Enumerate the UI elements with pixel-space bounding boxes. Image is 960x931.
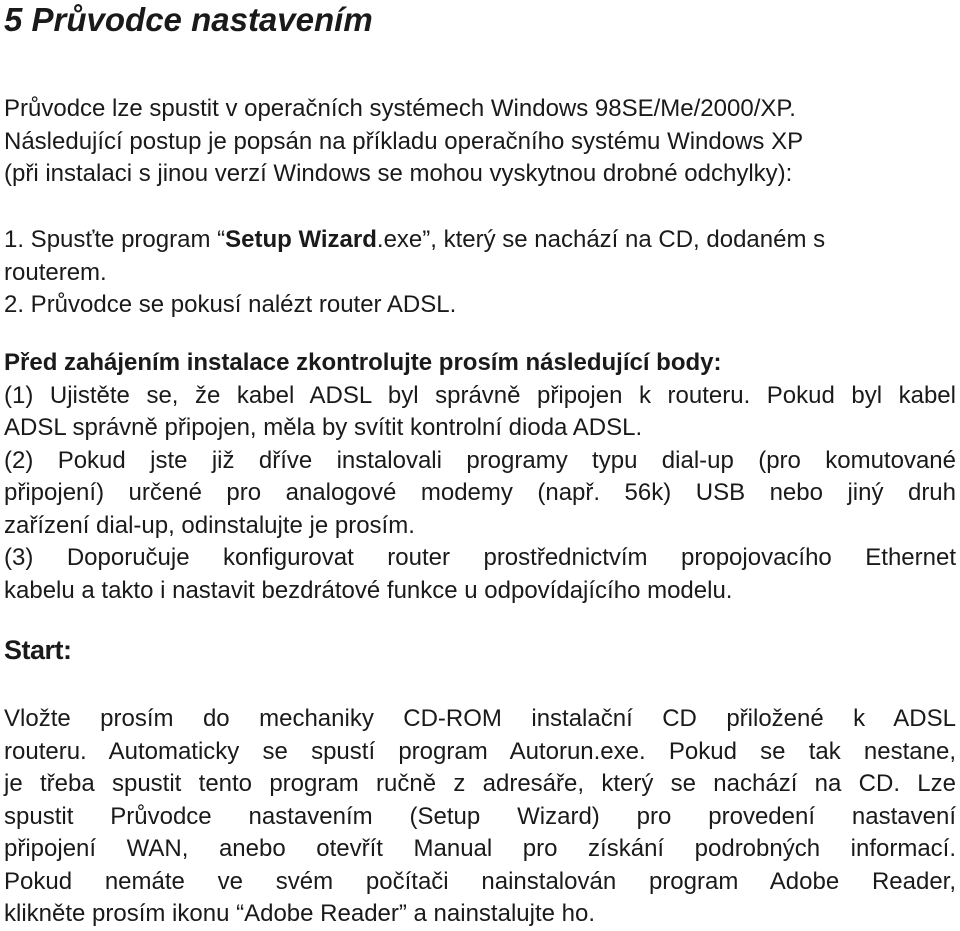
step-1-prefix: 1. Spusťte program “	[4, 226, 226, 253]
start-line: routeru. Automaticky se spustí program Autorun.exe. Pokud se tak nestane,	[4, 737, 956, 765]
step-1-program-name: Setup Wizard	[225, 226, 377, 253]
start-line: klikněte prosím ikonu “Adobe Reader” a nainstalujte ho.	[4, 900, 595, 927]
step-1-continuation: routerem.	[4, 258, 107, 286]
checklist-item-2-line: zařízení dial-up, odinstalujte je prosím.	[4, 511, 415, 539]
start-line: spustit Průvodce nastavením (Setup Wizard) pro provedení nastavení	[4, 802, 956, 830]
start-line: připojení WAN, anebo otevřít Manual pro získání podrobných informací.	[4, 835, 956, 862]
checklist-item-2-line: připojení) určené pro analogové modemy (např. 56k) USB nebo jiný druh	[4, 479, 956, 506]
checklist-section	[4, 347, 956, 607]
intro-line: Průvodce lze spustit v operačních systémech Windows 98SE/Me/2000/XP.	[4, 95, 796, 122]
step-1	[4, 224, 954, 257]
intro-line: (při instalaci s jinou verzí Windows se mohou vyskytnou drobné odchylky):	[4, 160, 793, 187]
checklist-item-1-line: (1) Ujistěte se, že kabel ADSL byl správně připojen k routeru. Pokud byl kabel	[4, 381, 956, 409]
step-2: 2. Průvodce se pokusí nalézt router ADSL.	[4, 291, 457, 318]
step-1-suffix: .exe”, který se nachází na CD, dodaném s	[376, 226, 826, 253]
start-paragraph	[4, 703, 956, 931]
start-heading: Start:	[4, 635, 72, 665]
checklist-item-3-line: kabelu a takto i nastavit bezdrátové funkce u odpovídajícího modelu.	[4, 576, 733, 604]
intro-line: Následující postup je popsán na příkladu operačního systému Windows XP	[4, 127, 804, 155]
start-line: je třeba spustit tento program ručně z adresáře, který se nachází na CD. Lze	[4, 770, 956, 797]
checklist-title: Před zahájením instalace zkontrolujte prosím následující body:	[4, 349, 722, 376]
intro-paragraph	[4, 93, 954, 191]
start-line: Vložte prosím do mechaniky CD-ROM instalační CD přiložené k ADSL	[4, 705, 956, 732]
steps-list	[4, 224, 954, 322]
checklist-item-1-line: ADSL správně připojen, měla by svítit kontrolní dioda ADSL.	[4, 414, 643, 441]
checklist-item-2-line: (2) Pokud jste již dříve instalovali programy typu dial-up (pro komutované	[4, 446, 956, 474]
start-line: Pokud nemáte ve svém počítači nainstalován program Adobe Reader,	[4, 867, 956, 895]
checklist-item-3-line: (3) Doporučuje konfigurovat router prostřednictvím propojovacího Ethernet	[4, 544, 956, 571]
section-heading: 5 Průvodce nastavením	[4, 1, 373, 38]
